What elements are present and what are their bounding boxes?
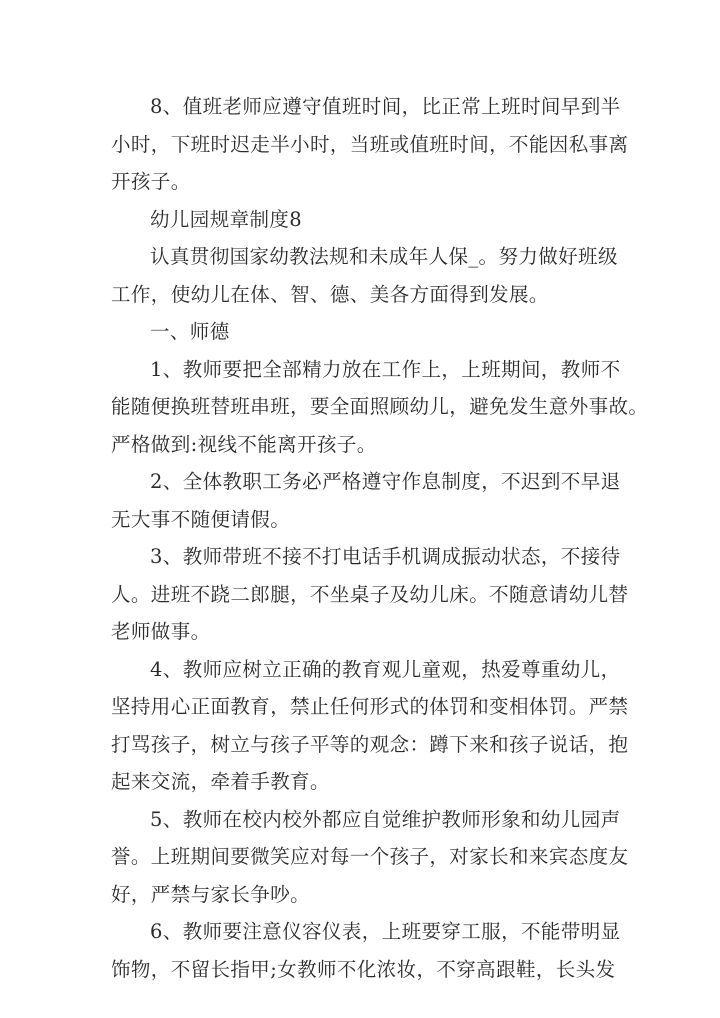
text-line: 5、教师在校内校外都应自觉维护教师形象和幼儿园声 (150, 807, 621, 831)
text-line: 老师做事。 (111, 620, 211, 643)
text-line: 无大事不随便请假。 (111, 507, 291, 531)
text-line: 6、教师要注意仪容仪表，上班要穿工服，不能带明显 (150, 920, 621, 943)
paragraph-intro (111, 238, 618, 313)
text-line: 能随便换班替班串班，要全面照顾幼儿，避免发生意外事故。 (111, 395, 649, 418)
text-line: 饰物，不留长指甲;女教师不化浓妆，不穿高跟鞋，长头发 (111, 957, 616, 981)
text-line: 人。进班不跷二郎腿，不坐桌子及幼儿床。不随意请幼儿替 (111, 582, 629, 606)
text-line: 坚持用心正面教育，禁止任何形式的体罚和变相体罚。严禁 (111, 695, 629, 718)
rule-2 (111, 463, 621, 538)
text-line: 好，严禁与家长争吵。 (111, 882, 311, 906)
rule-3 (111, 538, 629, 651)
text-line: 3、教师带班不接不打电话手机调成振动状态，不接待 (150, 545, 621, 568)
text-line: 工作，使幼儿在体、智、德、美各方面得到发展。 (111, 282, 549, 306)
subsection-heading (111, 313, 609, 351)
rule-6 (111, 913, 621, 988)
rule-4 (111, 651, 629, 801)
text-line: 认真贯彻国家幼教法规和未成年人保_。努力做好班级 (150, 245, 618, 268)
text-line: 开孩子。 (111, 170, 191, 193)
subsection-title: 一、师德 (150, 320, 230, 343)
text-line: 4、教师应树立正确的教育观儿童观，热爱尊重幼儿， (150, 657, 621, 681)
rule-1 (111, 351, 649, 464)
text-line: 誉。上班期间要微笑应对每一个孩子，对家长和来宾态度友 (111, 845, 629, 868)
rule-5 (111, 801, 629, 914)
text-line: 小时，下班时迟走半小时，当班或值班时间，不能因私事离 (111, 132, 629, 156)
text-line: 8、值班老师应遵守值班时间，比正常上班时间早到半 (150, 95, 621, 118)
document-body (111, 88, 649, 988)
text-line: 严格做到:视线不能离开孩子。 (111, 432, 377, 456)
section-heading (111, 201, 609, 239)
paragraph-8-duty-teacher (111, 88, 629, 201)
text-line: 打骂孩子，树立与孩子平等的观念：蹲下来和孩子说话，抱 (111, 732, 629, 756)
section-title: 幼儿园规章制度8 (150, 207, 303, 231)
text-line: 1、教师要把全部精力放在工作上，上班期间，教师不 (150, 357, 621, 381)
text-line: 2、全体教职工务必严格遵守作息制度，不迟到不早退 (150, 470, 621, 493)
text-line: 起来交流，牵着手教育。 (111, 770, 330, 793)
